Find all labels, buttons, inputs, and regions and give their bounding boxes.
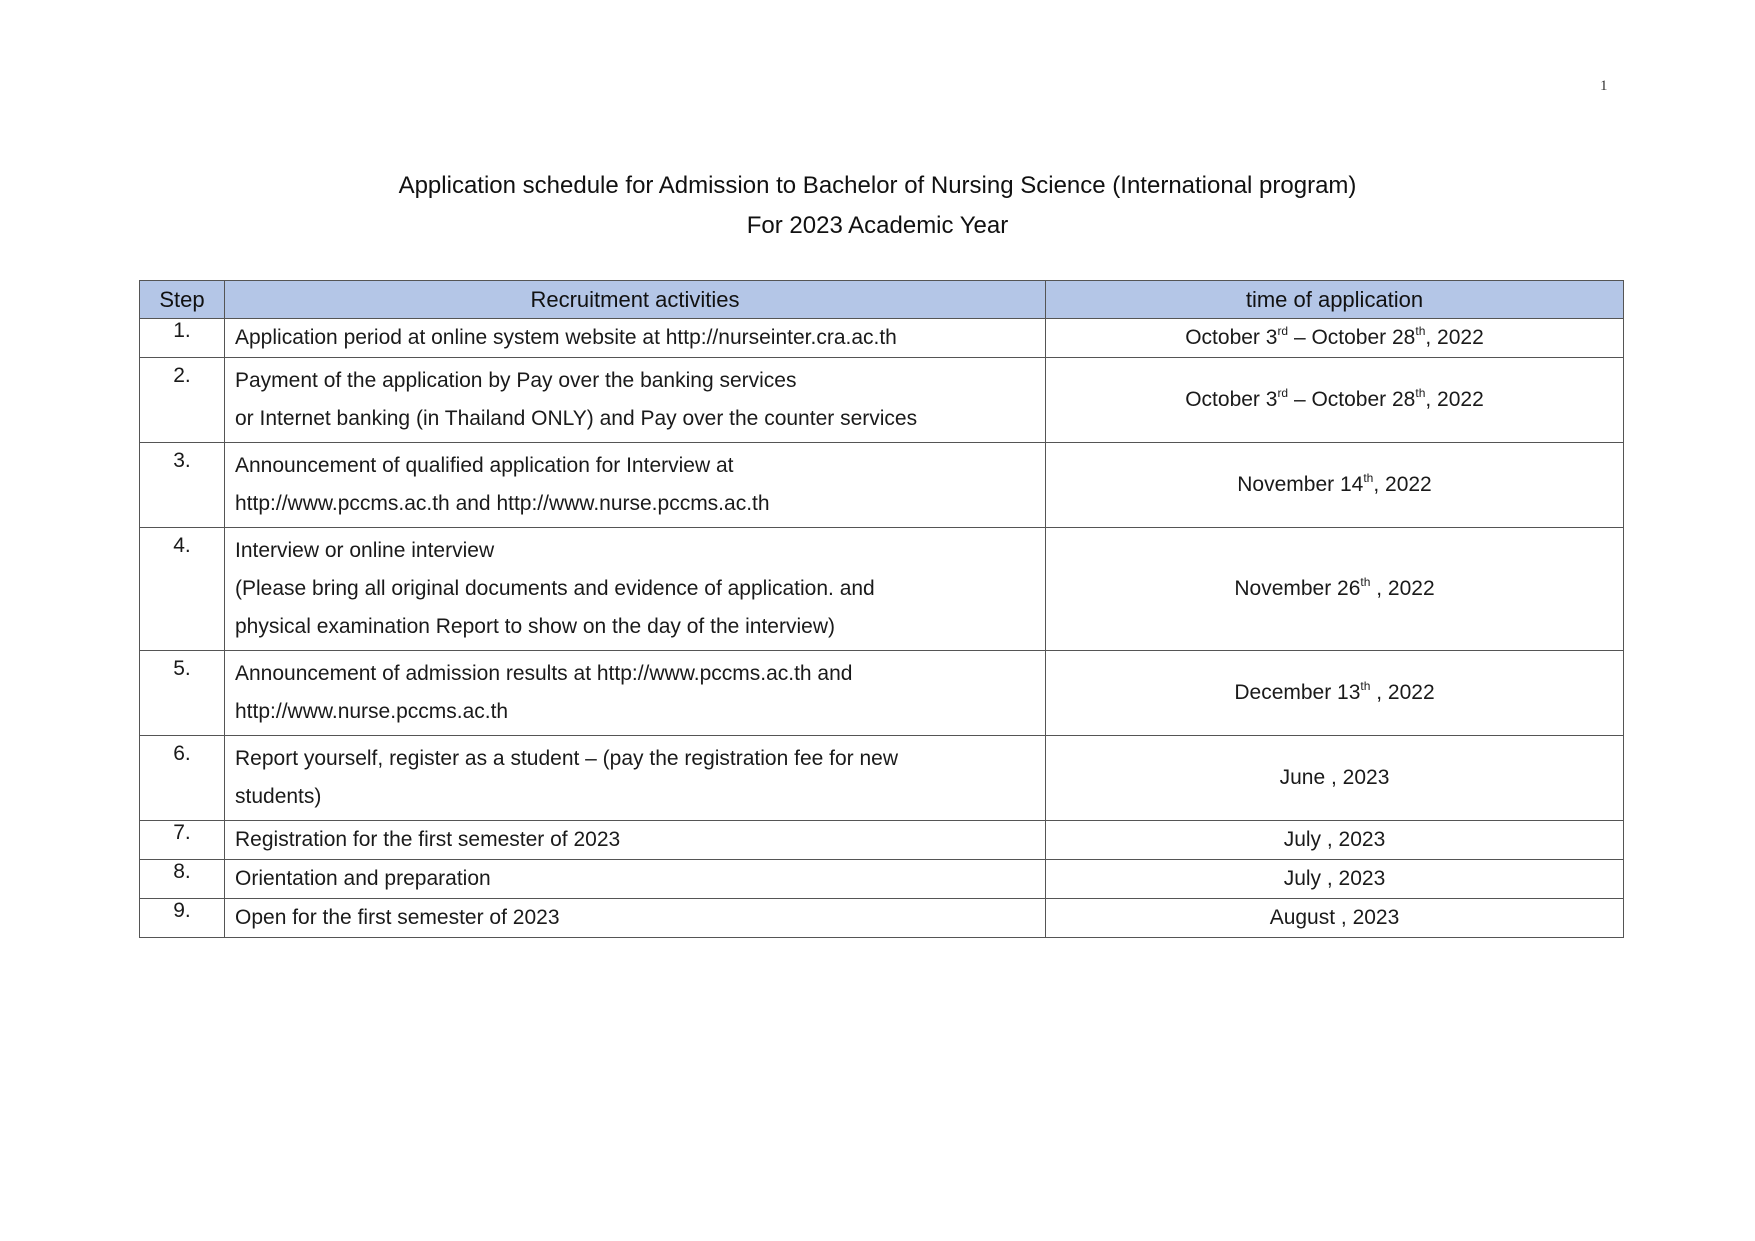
activity-line: Announcement of admission results at http://www.pccms.ac.th and <box>235 662 853 685</box>
activity-line: (Please bring all original documents and evidence of application. and <box>235 577 875 600</box>
table-row <box>140 736 1624 821</box>
header-step: Step <box>140 281 225 319</box>
activity-line: Open for the first semester of 2023 <box>235 906 560 929</box>
page-number: 1 <box>1600 78 1608 94</box>
activity-line: Report yourself, register as a student – (pay the registration fee for new <box>235 747 899 770</box>
time-cell <box>1046 899 1624 938</box>
date-ordinal-suffix: rd <box>1277 386 1289 400</box>
step-number: 1. <box>140 319 225 358</box>
step-number: 3. <box>140 443 225 528</box>
time-cell <box>1046 358 1624 443</box>
date-text: , 2022 <box>1373 473 1432 496</box>
table-row <box>140 899 1624 938</box>
activity-line: Registration for the first semester of 2023 <box>235 828 621 851</box>
table-row <box>140 358 1624 443</box>
step-number: 2. <box>140 358 225 443</box>
schedule-table <box>139 280 1624 938</box>
activity-cell <box>225 528 1046 651</box>
activity-cell <box>225 358 1046 443</box>
date-ordinal-suffix: th <box>1363 471 1374 485</box>
date-ordinal-suffix: th <box>1360 575 1371 589</box>
activity-line: http://www.pccms.ac.th and http://www.nurse.pccms.ac.th <box>235 492 770 515</box>
date-text: November 14 <box>1237 473 1364 496</box>
header-time: time of application <box>1046 281 1624 319</box>
table-row <box>140 443 1624 528</box>
time-cell <box>1046 528 1624 651</box>
date-ordinal-suffix: th <box>1415 324 1426 338</box>
table-row <box>140 860 1624 899</box>
time-cell <box>1046 651 1624 736</box>
activity-cell <box>225 899 1046 938</box>
step-number: 9. <box>140 899 225 938</box>
activity-line: Interview or online interview <box>235 539 495 562</box>
time-cell <box>1046 443 1624 528</box>
activity-line: students) <box>235 785 322 808</box>
time-cell <box>1046 736 1624 821</box>
activity-line: physical examination Report to show on the day of the interview) <box>235 615 835 638</box>
activity-cell <box>225 319 1046 358</box>
date-text: July , 2023 <box>1283 828 1386 851</box>
table-row <box>140 821 1624 860</box>
activity-line: Application period at online system website at http://nurseinter.cra.ac.th <box>235 326 897 349</box>
date-text: – October 28 <box>1288 388 1416 411</box>
table-row <box>140 528 1624 651</box>
date-text: October 3 <box>1185 326 1278 349</box>
time-cell <box>1046 860 1624 899</box>
activity-cell <box>225 860 1046 899</box>
table-row <box>140 319 1624 358</box>
activity-line: or Internet banking (in Thailand ONLY) and Pay over the counter services <box>235 407 918 430</box>
time-cell <box>1046 319 1624 358</box>
date-text: June , 2023 <box>1279 766 1390 789</box>
header-activity: Recruitment activities <box>225 281 1046 319</box>
date-text: October 3 <box>1185 388 1278 411</box>
activity-line: http://www.nurse.pccms.ac.th <box>235 700 509 723</box>
activity-line: Payment of the application by Pay over the banking services <box>235 369 797 392</box>
activity-cell <box>225 736 1046 821</box>
step-number: 5. <box>140 651 225 736</box>
activity-cell <box>225 821 1046 860</box>
step-number: 4. <box>140 528 225 651</box>
document-title: Application schedule for Admission to Bachelor of Nursing Science (International program) <box>398 172 1357 199</box>
date-text: , 2022 <box>1425 326 1484 349</box>
activity-line: Announcement of qualified application for Interview at <box>235 454 734 477</box>
table-header-row <box>140 281 1624 319</box>
date-text: – October 28 <box>1288 326 1416 349</box>
step-number: 8. <box>140 860 225 899</box>
step-number: 6. <box>140 736 225 821</box>
date-ordinal-suffix: rd <box>1277 324 1289 338</box>
date-text: November 26 <box>1234 577 1361 600</box>
date-text: July , 2023 <box>1283 867 1386 890</box>
step-number: 7. <box>140 821 225 860</box>
activity-cell <box>225 443 1046 528</box>
document-subtitle: For 2023 Academic Year <box>746 212 1009 239</box>
date-ordinal-suffix: th <box>1415 386 1426 400</box>
activity-line: Orientation and preparation <box>235 867 491 890</box>
table-row <box>140 651 1624 736</box>
activity-cell <box>225 651 1046 736</box>
date-text: , 2022 <box>1425 388 1484 411</box>
date-text: August , 2023 <box>1269 906 1400 929</box>
date-text: , 2022 <box>1370 577 1435 600</box>
time-cell <box>1046 821 1624 860</box>
date-text: December 13 <box>1234 681 1361 704</box>
date-text: , 2022 <box>1370 681 1435 704</box>
date-ordinal-suffix: th <box>1360 679 1371 693</box>
